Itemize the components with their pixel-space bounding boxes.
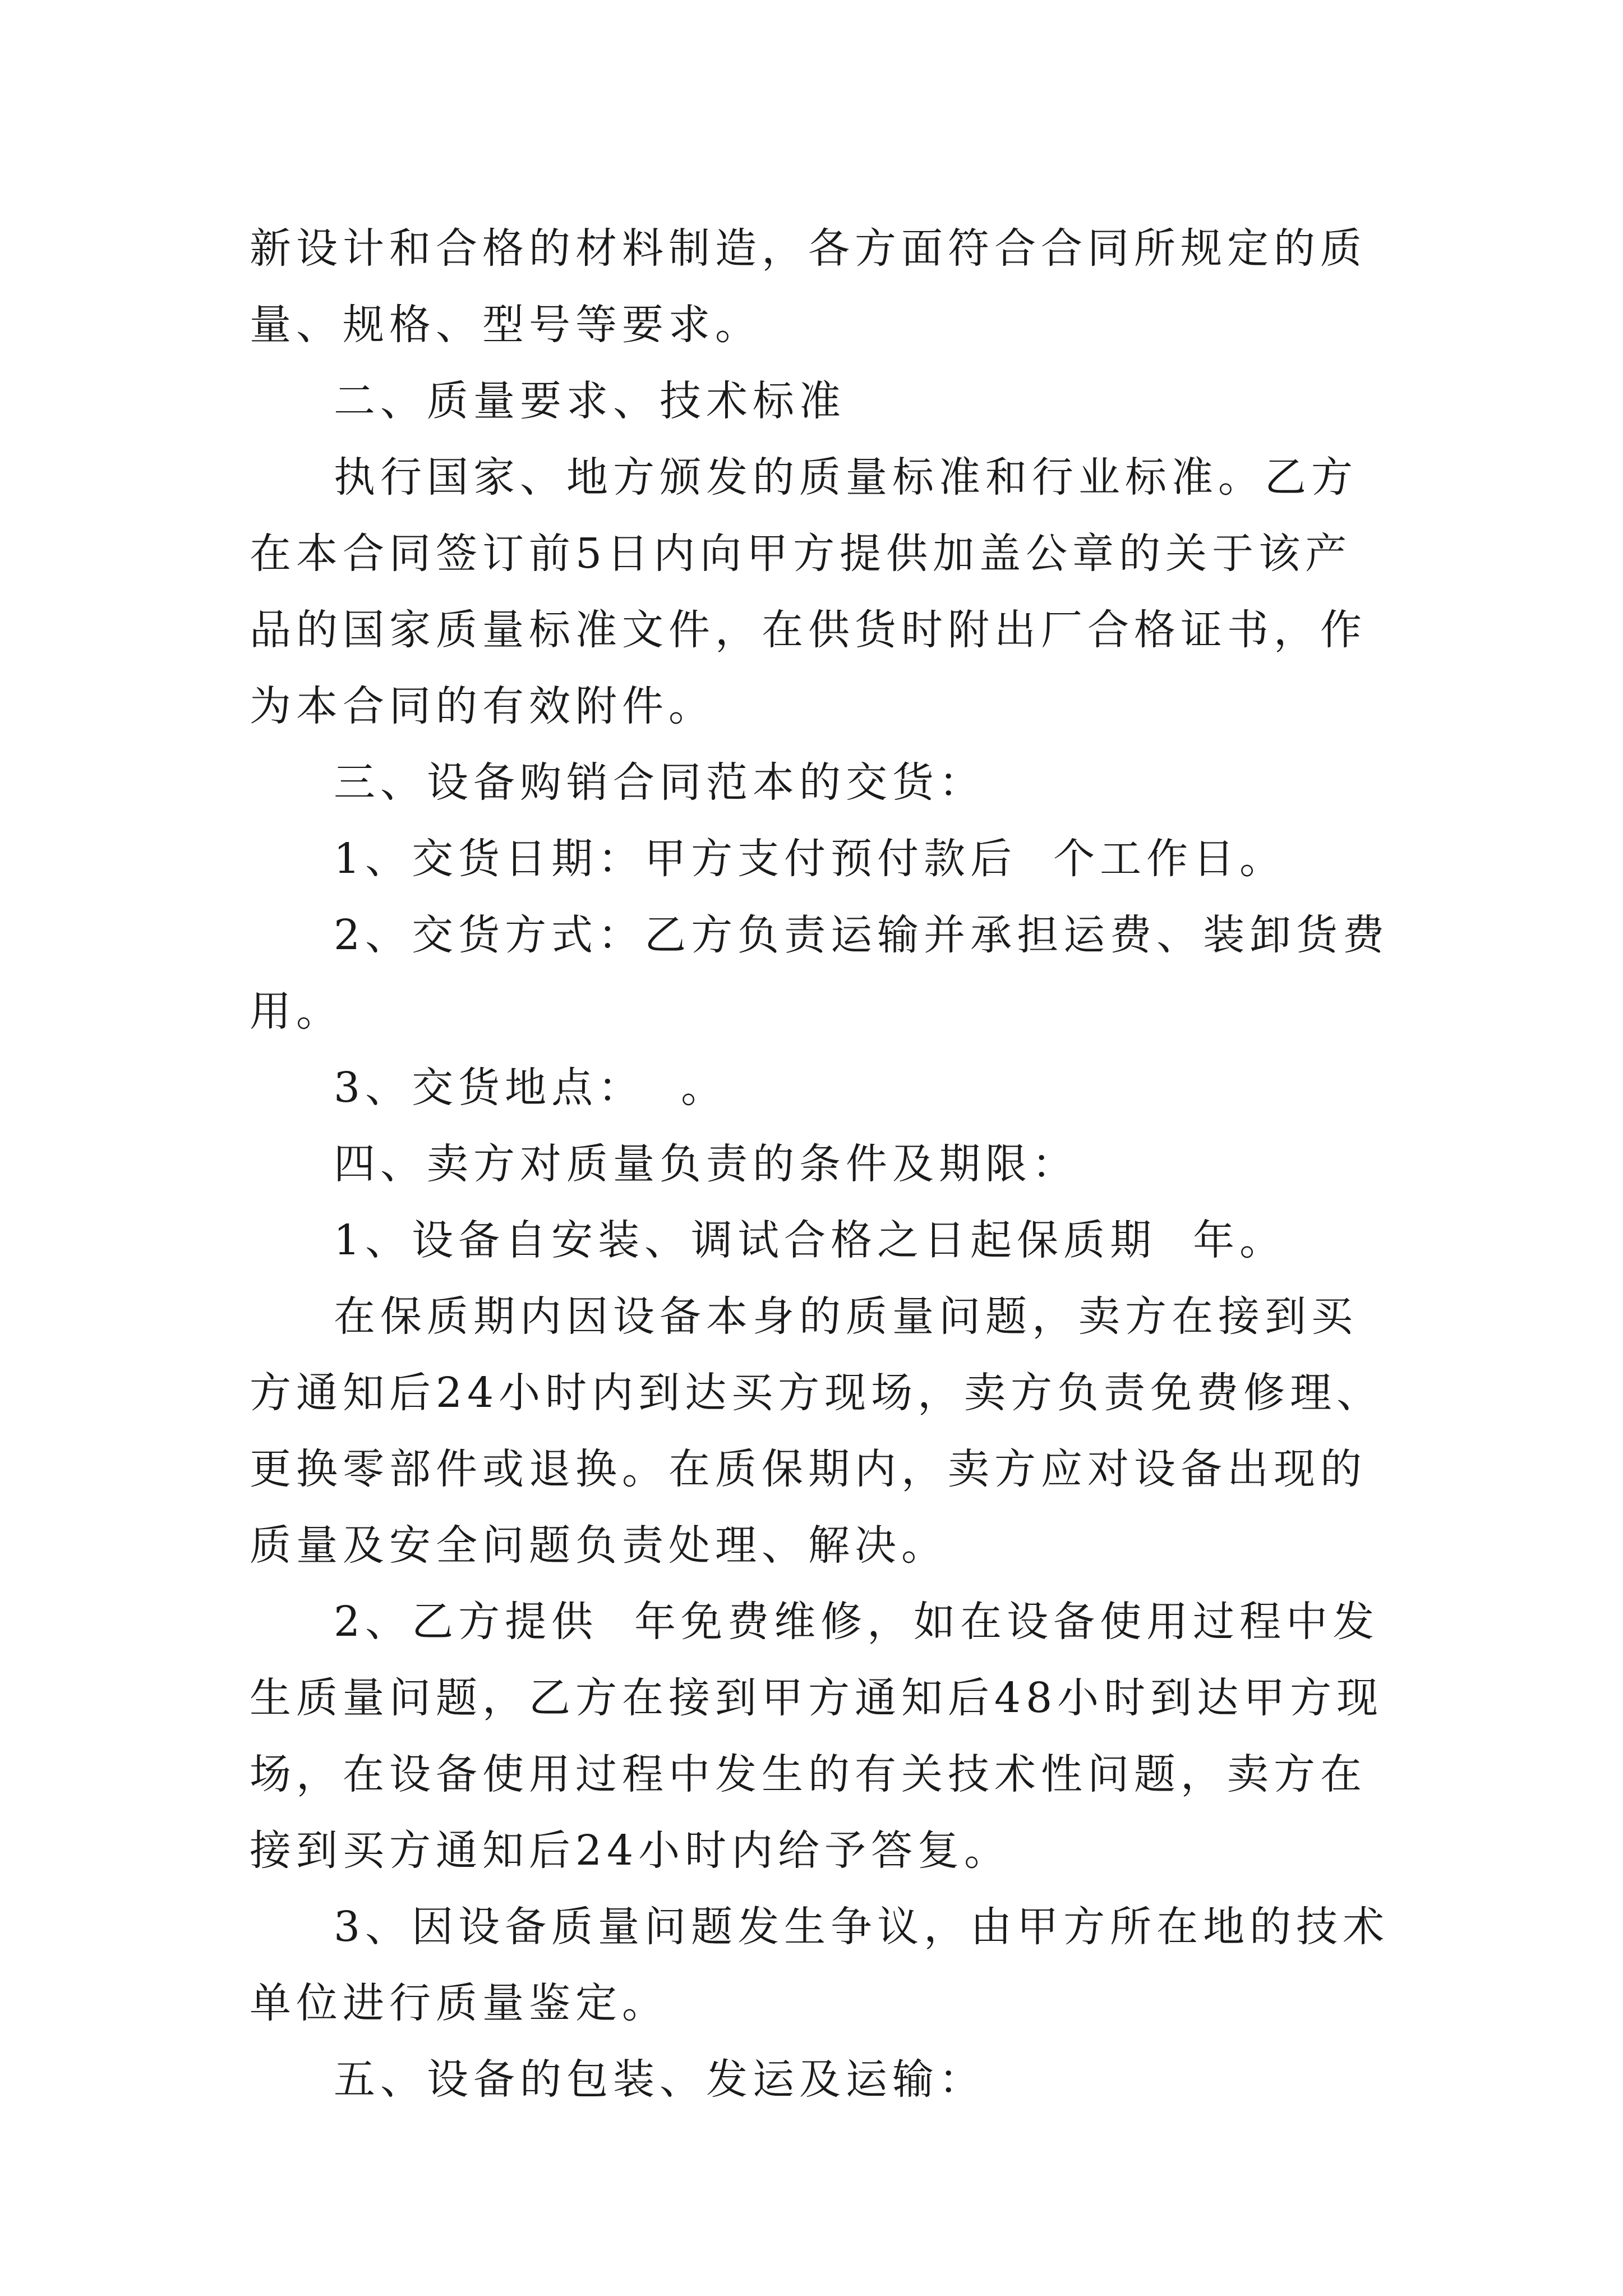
paragraph-intro-continued: 新设计和合格的材料制造，各方面符合合同所规定的质量、规格、型号等要求。 xyxy=(250,224,1367,349)
heading-quality-standards: 二、质量要求、技术标准 xyxy=(334,377,846,425)
paragraph-quality-dispute: 3、因设备质量问题发生争议，由甲方所在地的技术单位进行质量鉴定。 xyxy=(250,1903,1390,2027)
paragraph-quality-standards: 执行国家、地方颁发的质量标准和行业标准。乙方在本合同签订前5日内向甲方提供加盖公章的关于该产品的国家质量标准文件，在供货时附出厂合格证书，作为本合同的有效附件。 xyxy=(250,453,1367,730)
paragraph-delivery-place: 3、交货地点： 。 xyxy=(334,1064,728,1112)
paragraph-free-maintenance: 2、乙方提供 年免费维修，如在设备使用过程中发生质量问题，乙方在接到甲方通知后48小时到达甲方现场，在设备使用过程中发生的有关技术性问题，卖方在接到买方通知后24小时内给予答复。 xyxy=(250,1598,1384,1875)
heading-packaging-shipping: 五、设备的包装、发运及运输： xyxy=(334,2055,985,2104)
document-body xyxy=(250,210,1394,2118)
heading-delivery: 三、设备购销合同范本的交货： xyxy=(334,758,985,807)
paragraph-delivery-method: 2、交货方式：乙方负责运输并承担运费、装卸货费用。 xyxy=(250,911,1390,1036)
paragraph-warranty-period: 1、设备自安装、调试合格之日起保质期 年。 xyxy=(334,1216,1287,1264)
paragraph-warranty-repair: 在保质期内因设备本身的质量问题，卖方在接到买方通知后24小时内到达买方现场，卖方负责免费修理、更换零部件或退换。在质保期内，卖方应对设备出现的质量及安全问题负责处理、解决。 xyxy=(250,1292,1384,1570)
paragraph-delivery-date: 1、交货日期：甲方支付预付款后 个工作日。 xyxy=(334,835,1287,883)
heading-warranty: 四、卖方对质量负责的条件及期限： xyxy=(334,1140,1078,1188)
